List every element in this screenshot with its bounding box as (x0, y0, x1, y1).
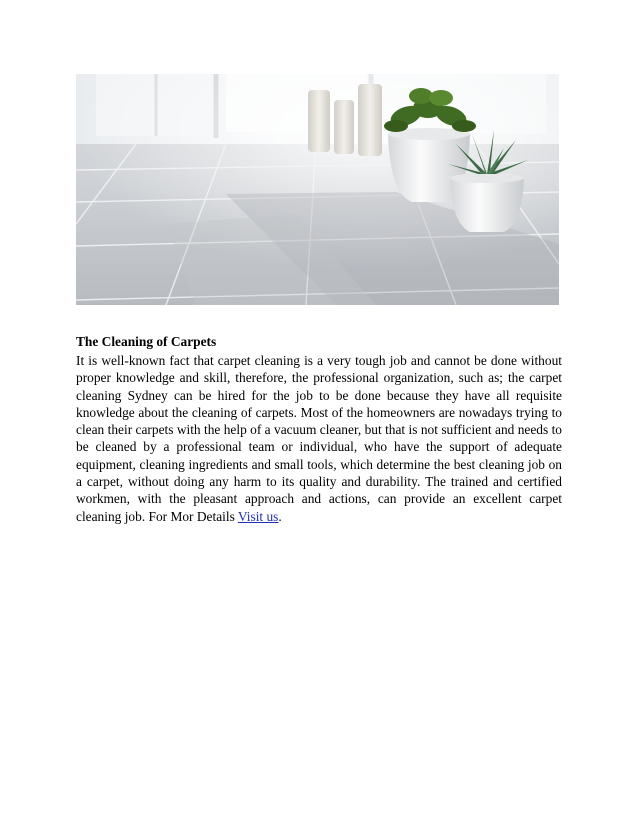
tiled-floor-photo (76, 74, 559, 305)
visit-us-link[interactable]: Visit us (237, 508, 279, 524)
photo-illustration (76, 74, 559, 305)
article-body (76, 352, 562, 525)
article-body-text: It is well-known fact that carpet cleaning is a very tough job and cannot be done without proper knowledge and skill, therefore, the professional organization, such as; the carpet cleaning Sydney can be hired for the job to be done because they have all requisite knowledge about the cleaning of carpets. Most of the homeowners are nowadays trying to clean their carpets with the help of a vacuum cleaner, but that is not sufficient and needs to be cleaned by a professional team or individual, who have the support of adequate equipment, cleaning ingredients and small tools, which determine the best cleaning job on a carpet, without doing any harm to its quality and durability. The trained and certified workmen, with the pleasant approach and actions, can provide an excellent carpet cleaning job. For Mor Details (76, 353, 562, 524)
trailing-period: . (278, 508, 282, 524)
article-heading: The Cleaning of Carpets (76, 334, 217, 349)
